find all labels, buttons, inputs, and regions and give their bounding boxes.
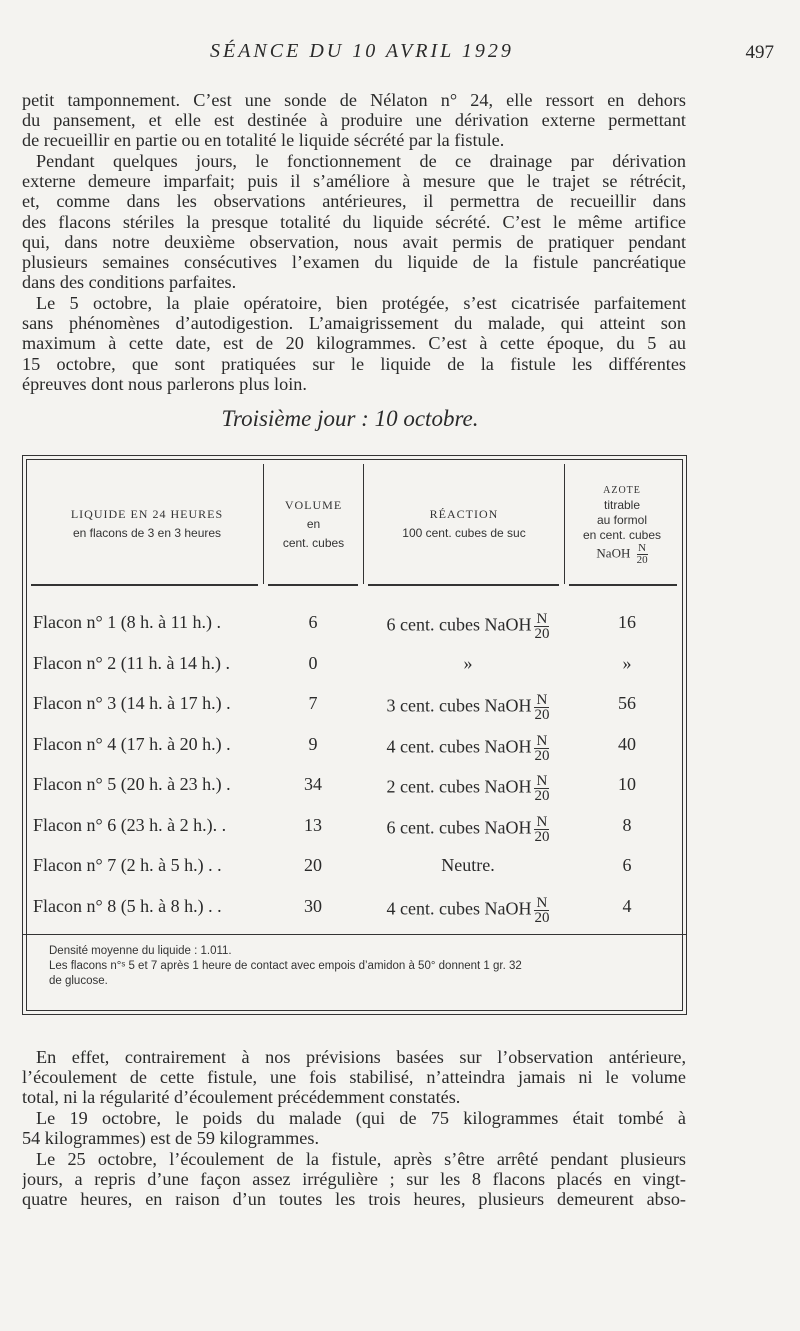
header-reaction [364,464,564,584]
fraction [637,543,648,566]
fraction-numerator: N [638,541,647,554]
cell-flacon: Flacon n° 4 (17 h. à 20 h.) . [33,733,231,754]
table-row [23,645,686,681]
reaction-text: 4 cent. cubes NaOH [386,736,532,757]
reaction-text: Neutre. [441,855,495,875]
table-row [23,604,686,640]
running-header [0,40,800,66]
cell-volume: 30 [304,895,322,916]
header-rule [569,584,677,586]
fraction-denominator: 20 [636,553,648,566]
cell-flacon: Flacon n° 2 (11 h. à 14 h.) . [33,652,230,673]
note-line: Densité moyenne du liquide : 1.011. [49,945,232,957]
cell-azote: » [622,652,632,673]
text-line: quatre heures, en raison d’un toutes les trois heures, plusieurs demeurent abso- [22,1189,686,1210]
header-text: au formol [596,512,648,527]
page-number: 497 [745,42,774,63]
fraction-denominator: 20 [534,788,550,804]
note-line: de glucose. [49,975,108,987]
table-row [23,888,686,924]
cell-volume: 13 [304,814,322,835]
header-text: en cent. cubes [582,527,662,542]
text-line: des flacons stériles la presque totalité du liquide sécrété. C’est le même artifice [22,211,686,232]
text-line: Le 19 octobre, le poids du malade (qui de 75 kilogrammes était tombé à [36,1108,686,1128]
text-line: jours, a repris d’une façon assez irrégulière ; sur les 8 flacons placés en vingt- [22,1169,686,1190]
cell-azote: 4 [622,895,632,916]
cell-volume: 20 [304,855,322,875]
table-row [23,807,686,843]
text-line: sans phénomènes d’autodigestion. L’amaigrissement du malade, qui atteint son [22,313,686,334]
text-line: petit tamponnement. C’est une sonde de Nélaton n° 24, elle ressort en dehors [22,90,686,110]
header-text: RÉACTION [429,507,499,521]
header-rule [268,584,358,586]
fraction-numerator: N [536,732,548,749]
table-row [23,766,686,802]
text-line: qui, dans notre deuxième observation, nous avait permis de pratiquer pendant [22,231,686,252]
cell-reaction [373,774,563,803]
fraction-numerator: N [536,894,548,911]
fraction-denominator: 20 [534,707,550,723]
text-line: Le 5 octobre, la plaie opératoire, bien protégée, s’est cicatrisée parfaitement [36,293,686,313]
text-line: 15 octobre, que sont pratiquées sur le liquide de la fistule les différentes [22,353,686,374]
cell-reaction [373,855,563,876]
cell-flacon: Flacon n° 6 (23 h. à 2 h.). . [33,814,227,835]
header-text: VOLUME [284,497,343,512]
cell-flacon: Flacon n° 8 (5 h. à 8 h.) . . [33,895,222,916]
cell-volume: 0 [308,652,318,673]
header-text: titrable [603,497,641,512]
cell-flacon: Flacon n° 1 (8 h. à 11 h.) . [33,612,221,632]
cell-azote: 8 [622,814,632,835]
fraction-denominator: 20 [534,626,550,642]
text-line: maximum à cette date, est de 20 kilogrammes. C’est à cette époque, du 5 au [22,333,686,354]
fraction-denominator: 20 [534,909,550,926]
header-naoh [596,543,647,566]
fraction [534,734,549,763]
cell-volume: 34 [304,774,322,794]
reaction-text: 6 cent. cubes NaOH [386,817,532,838]
text-line: 54 kilogrammes) est de 59 kilogrammes. [22,1128,320,1149]
fraction-denominator: 20 [534,828,550,845]
text-line: l’écoulement de cette fistule, une fois stabilisé, n’atteindra jamais ni le volume [22,1067,686,1088]
cell-reaction [373,815,563,844]
paragraph-4 [22,1047,686,1108]
cell-volume: 6 [308,612,318,632]
cell-volume: 7 [308,693,318,713]
fraction-denominator: 20 [534,747,550,764]
fraction-numerator: N [536,813,548,830]
reaction-text: 2 cent. cubes NaOH [386,776,532,797]
cell-flacon: Flacon n° 3 (14 h. à 17 h.) . [33,693,231,713]
cell-azote: 40 [618,733,636,754]
fraction [534,774,549,803]
fraction [534,693,549,722]
header-text: LIQUIDE EN 24 HEURES [70,507,224,521]
paragraph-5 [22,1108,686,1148]
text-line: Pendant quelques jours, le fonctionnement de ce drainage par dérivation [36,151,686,171]
cell-azote: 16 [618,612,636,632]
header-text: NaOH [596,544,631,560]
table-notes [49,944,679,989]
paragraph-2 [22,151,686,292]
header-volume [264,464,363,584]
header-text: en flacons de 3 en 3 heures [72,526,222,540]
cell-azote: 10 [618,774,636,794]
paragraph-1 [22,90,686,151]
cell-azote: 6 [622,855,632,875]
cell-volume: 9 [308,733,318,754]
text-line: En effet, contrairement à nos prévisions basées sur l’observation antérieure, [36,1047,686,1067]
text-line: Le 25 octobre, l’écoulement de la fistule, après s’être arrêté pendant plusieurs [36,1149,686,1169]
text-line: et, comme dans les observations antérieures, il permettra de recueillir dans [22,191,686,212]
reaction-text: 4 cent. cubes NaOH [386,898,532,919]
cell-reaction [373,653,563,674]
reaction-text: » [463,652,473,673]
table-row [23,847,686,883]
text-line: dans des conditions parfaites. [22,272,237,293]
text-line: externe demeure imparfait; puis il s’améliore à mesure que le trajet se rétrécit, [22,171,686,192]
reaction-text: 6 cent. cubes NaOH [386,614,532,635]
results-table [22,455,687,1015]
paragraph-6 [22,1149,686,1210]
text-line: épreuves dont nous parlerons plus loin. [22,373,307,394]
header-rule [31,584,258,586]
text-line: de recueillir en partie ou en totalité le liquide sécrété par la fistule. [22,130,505,151]
cell-reaction [373,734,563,763]
text-line: du pansement, et elle est destinée à produire une dérivation externe permettant [22,110,686,131]
paragraph-3 [22,293,686,394]
fraction-numerator: N [536,773,548,789]
fraction [534,815,549,844]
reaction-text: 3 cent. cubes NaOH [386,695,532,716]
fraction-numerator: N [536,611,548,627]
header-liquide [31,464,263,584]
notes-divider [23,934,686,935]
fraction-numerator: N [536,692,548,708]
header-text: 100 cent. cubes de suc [402,526,526,540]
header-text: AZOTE [603,484,641,496]
header-text: en [306,516,321,531]
cell-flacon: Flacon n° 7 (2 h. à 5 h.) . . [33,855,222,875]
note-line: Les flacons n°ˢ 5 et 7 après 1 heure de contact avec empois d’amidon à 50° donnent 1 gr. 32 [49,960,522,972]
cell-reaction [373,896,563,925]
table-row [23,685,686,721]
header-azote [565,464,679,584]
text-line: plusieurs semaines consécutives l’examen du liquide de la fistule pancréatique [22,252,686,273]
cell-reaction [373,693,563,722]
header-rule [368,584,559,586]
section-title: Troisième jour : 10 octobre. [221,406,479,431]
header-title: SÉANCE DU 10 AVRIL 1929 [210,40,514,62]
header-text: cent. cubes [282,535,345,550]
cell-reaction [373,612,563,641]
text-line: total, ni la régularité d’écoulement précédemment constatés. [22,1087,461,1108]
fraction [534,896,549,925]
table-row [23,726,686,762]
cell-azote: 56 [618,693,636,713]
cell-flacon: Flacon n° 5 (20 h. à 23 h.) . [33,774,231,794]
fraction [534,612,549,641]
